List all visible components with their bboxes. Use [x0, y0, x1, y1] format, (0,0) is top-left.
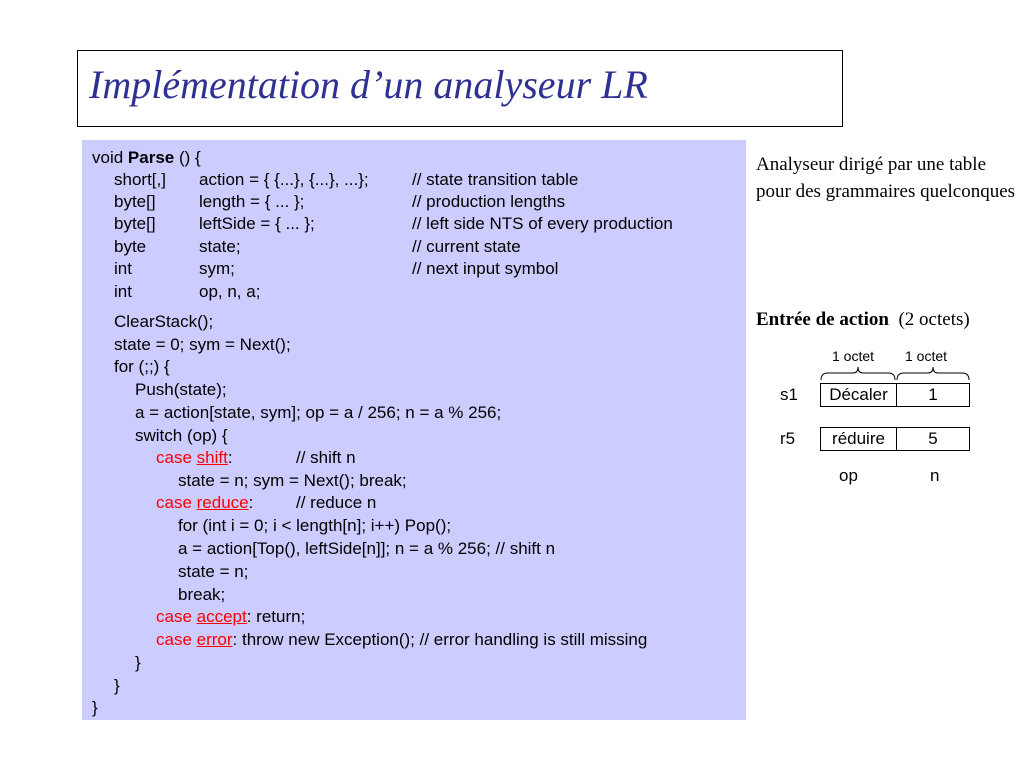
code-decl: sym;	[199, 259, 235, 278]
code-comment: // next input symbol	[412, 259, 559, 278]
code-type: byte[]	[114, 214, 156, 233]
case-keyword: case	[156, 630, 197, 649]
description-text: Analyseur dirigé par une table pour des grammaires quelconques	[756, 154, 1016, 202]
code-type: byte[]	[114, 192, 156, 211]
octet-label-op: 1 octet	[832, 348, 875, 364]
code-comment: // current state	[412, 237, 521, 256]
case-clause	[156, 447, 233, 469]
case-clause	[156, 629, 647, 651]
case-label-accept: accept	[196, 607, 247, 626]
cell-op: réduire	[820, 427, 897, 451]
code-token: : return;	[246, 607, 306, 626]
code-statement: a = action[state, sym]; op = a / 256; n = a % 256;	[135, 403, 502, 422]
code-token: :	[227, 448, 233, 467]
row-label: r5	[780, 429, 796, 448]
code-comment: // production lengths	[412, 192, 566, 211]
code-token: void	[92, 148, 128, 167]
code-type: int	[114, 259, 132, 278]
action-entry-heading	[756, 309, 970, 331]
code-statement: break;	[178, 585, 226, 604]
code-listing	[82, 140, 746, 720]
column-label-n: n	[930, 466, 940, 485]
code-statement: ClearStack();	[114, 312, 214, 331]
case-label-error: error	[196, 630, 233, 649]
code-decl: op, n, a;	[199, 282, 261, 301]
code-statement: Push(state);	[135, 380, 227, 399]
action-entry-title: Entrée de action	[756, 309, 889, 330]
cell-n: 5	[896, 427, 970, 451]
case-clause	[156, 606, 305, 628]
case-keyword: case	[156, 448, 197, 467]
code-type: short[,]	[114, 170, 166, 189]
brace-n	[897, 367, 969, 380]
code-token: () {	[174, 148, 201, 167]
code-token	[92, 147, 201, 169]
code-statement: state = n;	[178, 562, 249, 581]
row-label: s1	[780, 385, 798, 404]
code-statement: a = action[Top(), leftSide[n]]; n = a % 256; // shift n	[178, 539, 556, 558]
closing-brace: }	[135, 653, 141, 672]
code-comment: // shift n	[296, 448, 356, 467]
function-name: Parse	[127, 148, 175, 167]
cell-op: Décaler	[820, 383, 897, 407]
code-statement: for (int i = 0; i < length[n]; i++) Pop();	[178, 516, 452, 535]
case-keyword: case	[156, 493, 197, 512]
code-comment: // left side NTS of every production	[412, 214, 673, 233]
column-label-op: op	[839, 466, 858, 485]
closing-brace: }	[92, 698, 98, 717]
case-clause	[156, 492, 253, 514]
code-type: byte	[114, 237, 147, 256]
code-decl: length = { ... };	[199, 192, 305, 211]
case-label-reduce: reduce	[196, 493, 249, 512]
brace-op	[821, 367, 895, 380]
closing-brace: }	[114, 676, 120, 695]
octet-label-n: 1 octet	[905, 348, 948, 364]
code-token: : throw new Exception(); // error handling is still missing	[232, 630, 648, 649]
cell-n: 1	[896, 383, 970, 407]
octet-braces	[820, 365, 972, 381]
case-label-shift: shift	[196, 448, 228, 467]
code-statement: switch (op) {	[135, 426, 228, 445]
code-comment: // reduce n	[296, 493, 377, 512]
slide-title: Implémentation d’un analyseur LR	[89, 62, 648, 107]
code-statement: state = n; sym = Next(); break;	[178, 471, 407, 490]
code-comment: // state transition table	[412, 170, 579, 189]
code-statement: state = 0; sym = Next();	[114, 335, 291, 354]
action-entry-size: (2 octets)	[898, 309, 970, 330]
code-decl: leftSide = { ... };	[199, 214, 315, 233]
title-box	[77, 50, 843, 127]
code-decl: action = { {...}, {...}, ...};	[199, 170, 369, 189]
code-decl: state;	[199, 237, 241, 256]
code-statement: for (;;) {	[114, 357, 170, 376]
code-token: :	[248, 493, 254, 512]
code-type: int	[114, 282, 132, 301]
case-keyword: case	[156, 607, 197, 626]
